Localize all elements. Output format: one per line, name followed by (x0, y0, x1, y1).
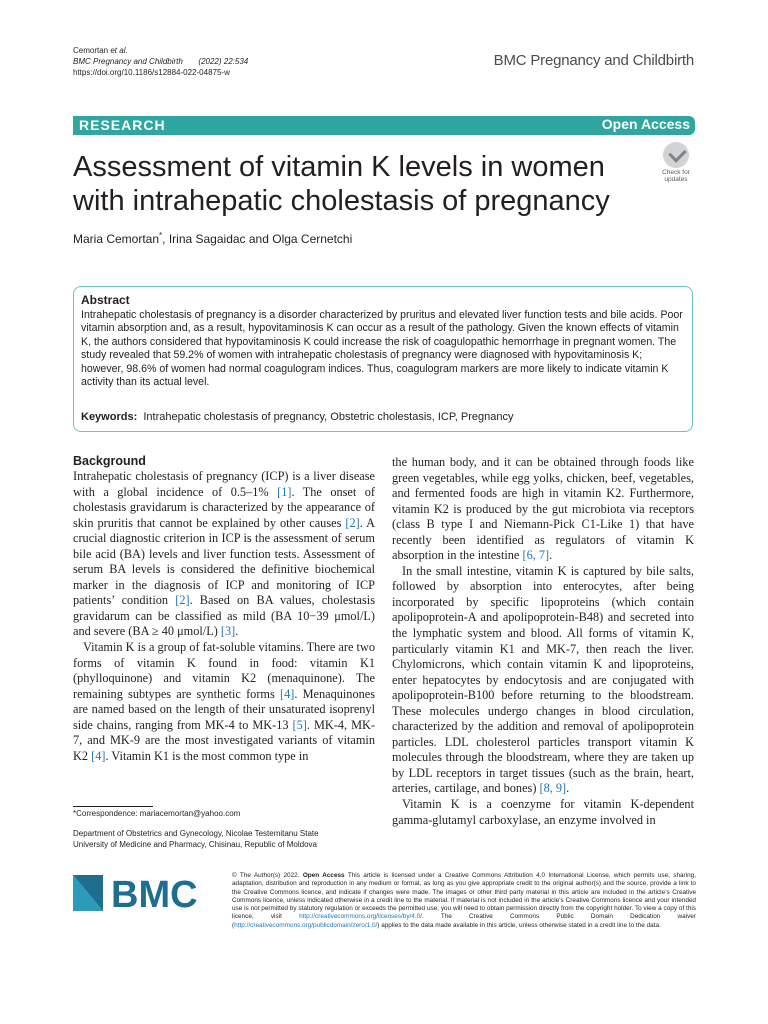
citation-link[interactable]: [5] (292, 717, 307, 732)
citation-link[interactable]: [2] (175, 593, 190, 608)
footnote-divider (73, 806, 153, 807)
license-open-access: Open Access (302, 872, 345, 879)
correspondence-note: *Correspondence: mariacemortan@yahoo.com (73, 809, 241, 818)
affiliation (73, 828, 363, 850)
license-text: © The Author(s) 2022. Open Access This article is licensed under a Creative Commons Attribution 4.0 International License, which permits use, sharing, adaptation, distribution and reproduction in any medium or format, as long as you give appropriate credit to the original author(s) and the source, provide a link to the Creative Commons licence, and indicate if changes were made. The images or other third party material in this article are included in the article’s Creative Commons licence, unless indicated otherwise in a credit line to the material. If material is not included in the article’s Creative Commons licence and your intended use is not permitted by statutory regulation or exceeds the permitted use, you will need to obtain permission directly from the copyright holder. To view a copy of this licence, visit http://creativecommons.org/licenses/by/4.0/. The Creative Commons Public Domain Dedication waiver (http://creativecommons.org/publicdomain/zero/1.0/) applies to the data made available in this article, unless otherwise stated in a credit line to the data. (232, 872, 696, 929)
check-updates-icon (663, 142, 689, 168)
abstract-heading: Abstract (81, 293, 130, 307)
check-for-updates-badge[interactable] (656, 142, 696, 183)
citation-link[interactable]: [4] (91, 748, 106, 763)
body-column-left (73, 469, 375, 764)
header-doi[interactable]: https://doi.org/10.1186/s12884-022-04875-w (73, 68, 230, 77)
open-access-label: Open Access (601, 116, 690, 132)
license-link[interactable]: http://creativecommons.org/licenses/by/4.0/ (299, 913, 422, 921)
affiliation-line: University of Medicine and Pharmacy, Chisinau, Republic of Moldova (73, 840, 317, 849)
article-type-banner (73, 116, 695, 135)
paragraph: Vitamin K is a coenzyme for vitamin K-dependent gamma-glutamyl carboxylase, an enzyme involved in (392, 797, 694, 827)
citation-link[interactable]: [8, 9] (539, 781, 567, 796)
header-journal: BMC Pregnancy and Childbirth (73, 57, 183, 66)
background-heading: Background (73, 454, 146, 468)
author-first: Maria Cemortan (73, 232, 160, 246)
article-type-label: RESEARCH (79, 117, 166, 133)
header-citation: (2022) 22:534 (198, 57, 249, 66)
paragraph: In the small intestine, vitamin K is captured by bile salts, followed by absorption into enterocytes, after being incorporated by specific lipoproteins (which contain apolipoprotein-A and apolipoprotein-B48) and secreted into the lymphatic system and blood. All forms of vitamin K, particularly vitamin K1 and MK-7, then reach the liver. Chylomicrons, which contain vitamin K and lipoproteins, enter hepatocytes by endocytosis and are conjugated with apolipoprotein-B100 before returning to the bloodstream. These molecules undergo changes in blood circulation, characterized by the addition and removal of apolipoprotein particles. LDL cholesterol particles transport vitamin K molecules through the bloodstream, where they are taken up by LDL receptors in target tissues (such as the brain, heart, arteries, cartilage, and bones) [8, 9]. (392, 563, 694, 796)
citation-link[interactable]: [3] (220, 624, 236, 639)
keywords-label: Keywords: (81, 411, 138, 423)
header-et-al: et al. (110, 46, 128, 55)
check-updates-line2: updates (664, 176, 688, 183)
abstract-text: Intrahepatic cholestasis of pregnancy is a disorder characterized by pruritus and elevated liver function tests and bile acids. Poor vitamin absorption and, as a result, hypovitaminosis K can occur as a result of the pathology. Given the known effects of vitamin K, the authors considered that hypovitaminosis K could increase the risk of coagulopathic hemorrhage in pregnant women. The study revealed that 59.2% of women with intrahepatic cholestasis of pregnancy were diagnosed with hypovitaminosis K; however, 98.6% of women had normal coagulogram indices. Thus, coagulogram markers are more likely to indicate vitamin K activity than its actual level. (81, 309, 683, 389)
header-authors: Cemortan (73, 46, 109, 55)
citation-link[interactable]: [6, 7] (522, 548, 550, 563)
journal-title: BMC Pregnancy and Childbirth (493, 52, 694, 69)
author-list (73, 231, 352, 246)
paragraph: Vitamin K is a group of fat-soluble vitamins. There are two forms of vitamin K found in food: vitamin K1 (phylloquinone) and vitamin K2 (menaquinone). The remaining subtypes are synthetic forms [4]. Menaquinones are named based on the length of their unsaturated isoprenyl side chains, ranging from MK-4 to MK-13 [5]. MK-4, MK-7, and MK-9 are the most investigated variants of vitamin K2 [4]. Vitamin K1 is the most common type in (73, 640, 375, 763)
bmc-logo-text: BMC (111, 874, 198, 913)
bmc-logo (73, 873, 213, 913)
body-column-right (392, 455, 694, 828)
affiliation-line: Department of Obstetrics and Gynecology, Nicolae Testemitanu State (73, 829, 319, 838)
paragraph: the human body, and it can be obtained through foods like green vegetables, while egg yolks, chicken, beef, vegetables, and fermented foods are high in vitamin K2. Furthermore, vitamin K2 is produced by the gut microbiota via receptors (class B type I and Niemann-Pick C1-Like 1) that have recently been identified as regulators of vitamin K absorption in the intestine [6, 7]. (392, 455, 694, 563)
check-updates-line1: Check for (662, 169, 690, 176)
article-title: Assessment of vitamin K levels in women with intrahepatic cholestasis of pregnancy (73, 151, 610, 217)
keywords (81, 411, 687, 423)
corresponding-mark: * (159, 231, 163, 240)
article-header-citation (73, 45, 248, 78)
paragraph: Intrahepatic cholestasis of pregnancy (ICP) is a liver disease with a global incidence of 0.5–1% [1]. The onset of cholestasis gravidarum is characterized by the appearance of skin pruritis that cannot be explained by other causes [2]. A crucial diagnostic criterion in ICP is the assessment of serum bile acid (BA) levels and liver function tests. Assessment of serum BA levels is considered the definitive biochemical marker in the diagnosis of ICP and monitoring of ICP patients’ condition [2]. Based on BA values, cholestasis gravidarum can be classified as mild (BA 10−39 μmol/L) and severe (BA ≥ 40 μmol/L) [3]. (73, 469, 376, 639)
keywords-text: Intrahepatic cholestasis of pregnancy, Obstetric cholestasis, ICP, Pregnancy (143, 411, 514, 423)
citation-link[interactable]: [4] (279, 686, 295, 701)
public-domain-link[interactable]: http://creativecommons.org/publicdomain/zero/1.0/ (234, 921, 378, 929)
citation-link[interactable]: [1] (277, 484, 292, 499)
author-rest: , Irina Sagaidac and Olga Cernetchi (162, 232, 353, 246)
citation-link[interactable]: [2] (345, 515, 360, 530)
